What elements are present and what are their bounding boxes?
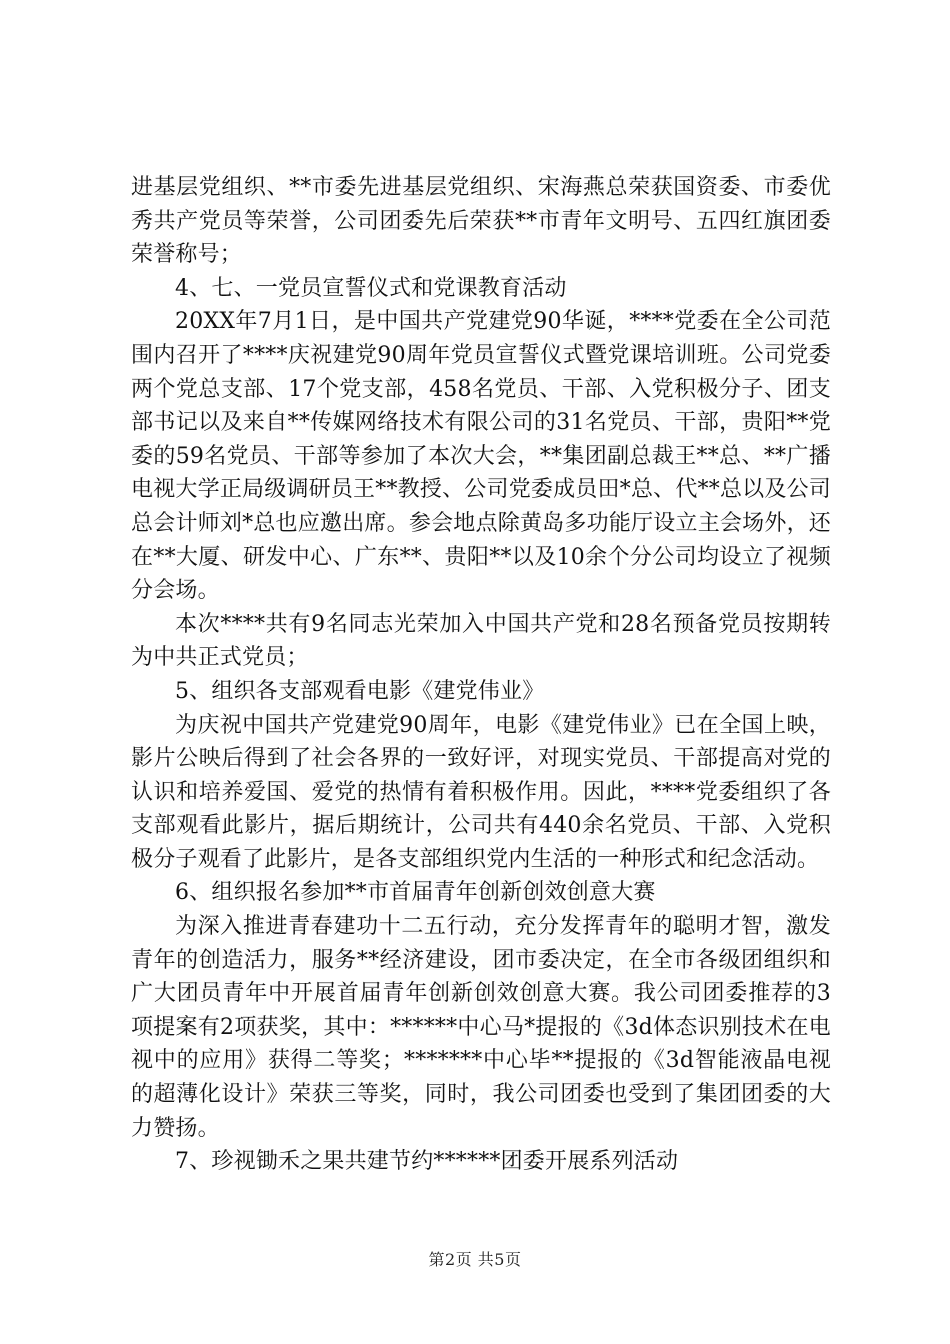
paragraph-innovation-contest: 为深入推进青春建功十二五行动，充分发挥青年的聪明才智，激发青年的创造活力，服务**经济建设，团市委决定，在全市各级团组织和广大团员青年中开展首届青年创新创效创意大赛。我公司团委推荐的3项提案有2项获奖，其中：******中心马*提报的《3d体态识别技术在电视中的应用》获得二等奖；*******中心毕**提报的《3d智能液晶电视的超薄化设计》荣获三等奖，同时，我公司团委也受到了集团团委的大力赞扬。 — [131, 914, 831, 1141]
section-heading-5: 5、组织各支部观看电影《建党伟业》 — [175, 678, 545, 704]
paragraph-movie: 为庆祝中国共产党建党90周年，电影《建党伟业》已在全国上映，影片公映后得到了社会各界的一致好评，对现实党员、干部提高对党的认识和培养爱国、爱党的热情有着积极作用。因此，****党委组织了各支部观看此影片，据后期统计，公司共有440余名党员、干部、入党积极分子观看了此影片，是各支部组织党内生活的一种形式和纪念活动。 — [131, 712, 831, 872]
section-heading-4: 4、七、一党员宣誓仪式和党课教育活动 — [175, 275, 567, 301]
page-number-footer: 第2页 共5页 — [428, 1250, 522, 1269]
paragraph-continuation: 进基层党组织、**市委先进基层党组织、宋海燕总荣获国资委、市委优秀共产党员等荣誉，公司团委先后荣获**市青年文明号、五四红旗团委荣誉称号； — [131, 175, 831, 268]
section-heading-6: 6、组织报名参加**市首届青年创新创效创意大赛 — [175, 880, 656, 906]
paragraph-oath-ceremony: 20XX年7月1日，是中国共产党建党90华诞，****党委在全公司范围内召开了****庆祝建党90周年党员宣誓仪式暨党课培训班。公司党委两个党总支部、17个党支部，458名党员、干部、入党积极分子、团支部书记以及来自**传媒网络技术有限公司的31名党员、干部，贵阳**党委的59名党员、干部等参加了本次大会，**集团副总裁王**总、**广播电视大学正局级调研员王**教授、公司党委成员田*总、代**总以及公司总会计师刘*总也应邀出席。参会地点除黄岛多功能厅设立主会场外，还在**大厦、研发中心、广东**、贵阳**以及10余个分公司均设立了视频分会场。 — [131, 309, 831, 604]
body-text — [131, 171, 831, 1179]
section-heading-7: 7、珍视锄禾之果共建节约******团委开展系列活动 — [175, 1149, 679, 1175]
paragraph-new-members: 本次****共有9名同志光荣加入中国共产党和28名预备党员按期转为中共正式党员； — [131, 611, 831, 671]
